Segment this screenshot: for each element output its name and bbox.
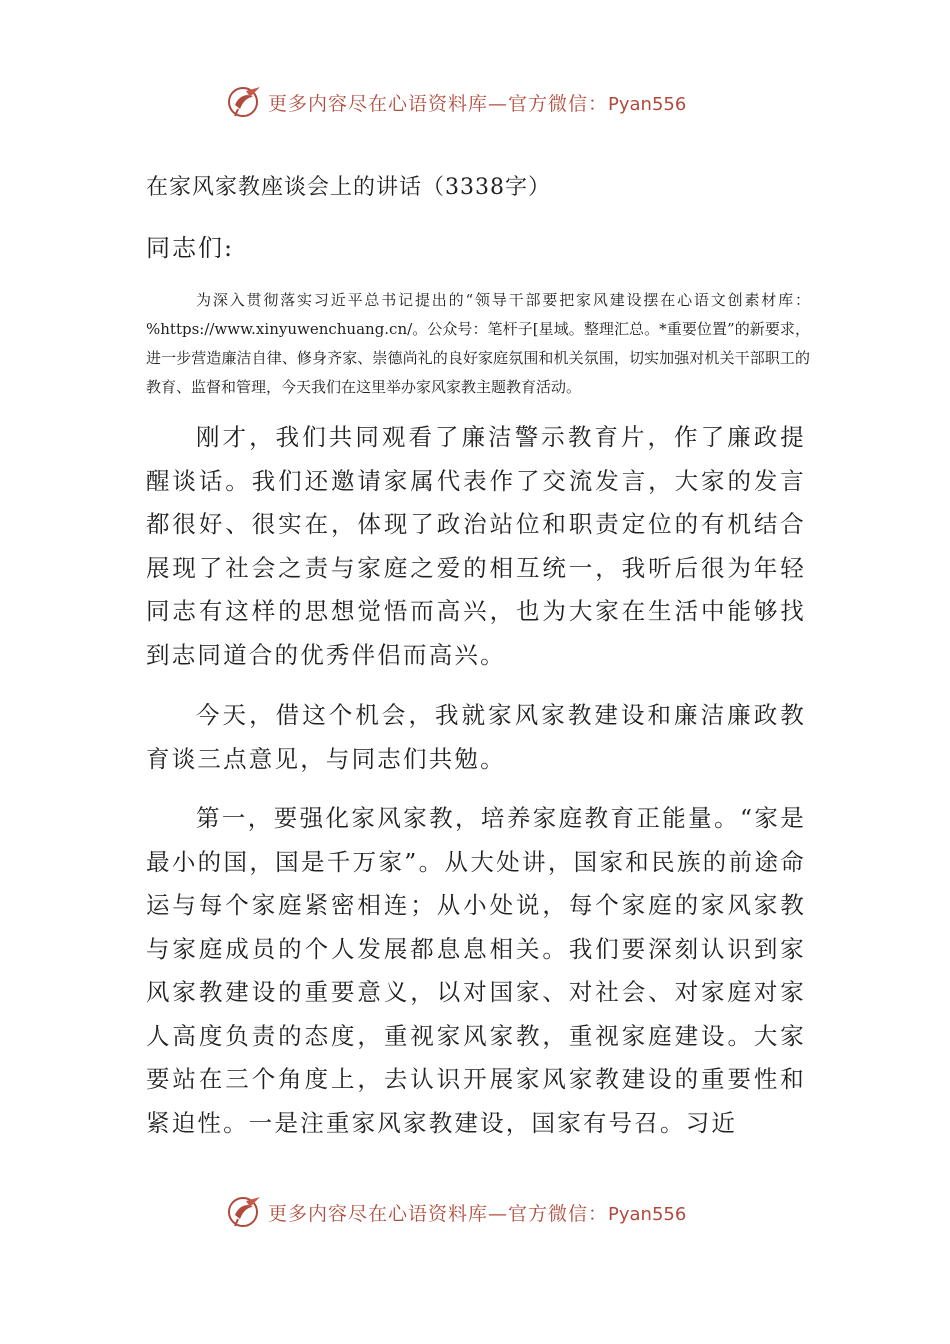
body-paragraph-3: 第一，要强化家风家教，培养家庭教育正能量。“家是最小的国，国是千万家”。从大处讲，国家和民族的前途命运与每个家庭紧密相连；从小处说，每个家庭的家风家教与家庭成员的个人发展都息息相关。我们要深刻认识到家风家教建设的重要意义，以对国家、对社会、对家庭对家人高度负责的态度，重视家风家教，重视家庭建设。大家要站在三个角度上，去认识开展家风家教建设的重要性和紧迫性。一是注重家风家教建设，国家有号召。习近 — [146, 804, 806, 1137]
banner-text: 更多内容尽在心语资料库—官方微信：Pyan556 — [268, 92, 687, 115]
intro-paragraph: 为深入贯彻落实习近平总书记提出的“领导干部要把家风建设摆在心语文创素材库：%https://www.xinyuwenchuang.cn/。公众号：笔杆子[星域。整理汇总。*重要位置”的新要求，进一步营造廉洁自律、修身齐家、崇德尚礼的良好家庭氛围和机关氛围，切实加强对机关干部职工的教育、监督和管理，今天我们在这里举办家风家教主题教育活动。 — [146, 291, 810, 396]
salutation: 同志们: — [146, 234, 235, 262]
document-title: 在家风家教座谈会上的讲话（3338字） — [146, 175, 551, 200]
footer-banner — [226, 1192, 686, 1232]
wechat-id: Pyan556 — [608, 1203, 687, 1225]
brand-logo-icon — [226, 1193, 264, 1231]
header-banner — [226, 82, 686, 122]
brand-logo-icon — [226, 83, 264, 121]
wechat-id: Pyan556 — [608, 93, 687, 115]
banner-text: 更多内容尽在心语资料库—官方微信：Pyan556 — [268, 1202, 687, 1225]
body-paragraph-2: 今天，借这个机会，我就家风家教建设和廉洁廉政教育谈三点意见，与同志们共勉。 — [146, 701, 806, 773]
body-paragraph-1: 刚才，我们共同观看了廉洁警示教育片，作了廉政提醒谈话。我们还邀请家属代表作了交流发言，大家的发言都很好、很实在，体现了政治站位和职责定位的有机结合展现了社会之责与家庭之爱的相互统一，我听后很为年轻同志有这样的思想觉悟而高兴，也为大家在生活中能够找到志同道合的优秀伴侣而高兴。 — [146, 423, 806, 669]
